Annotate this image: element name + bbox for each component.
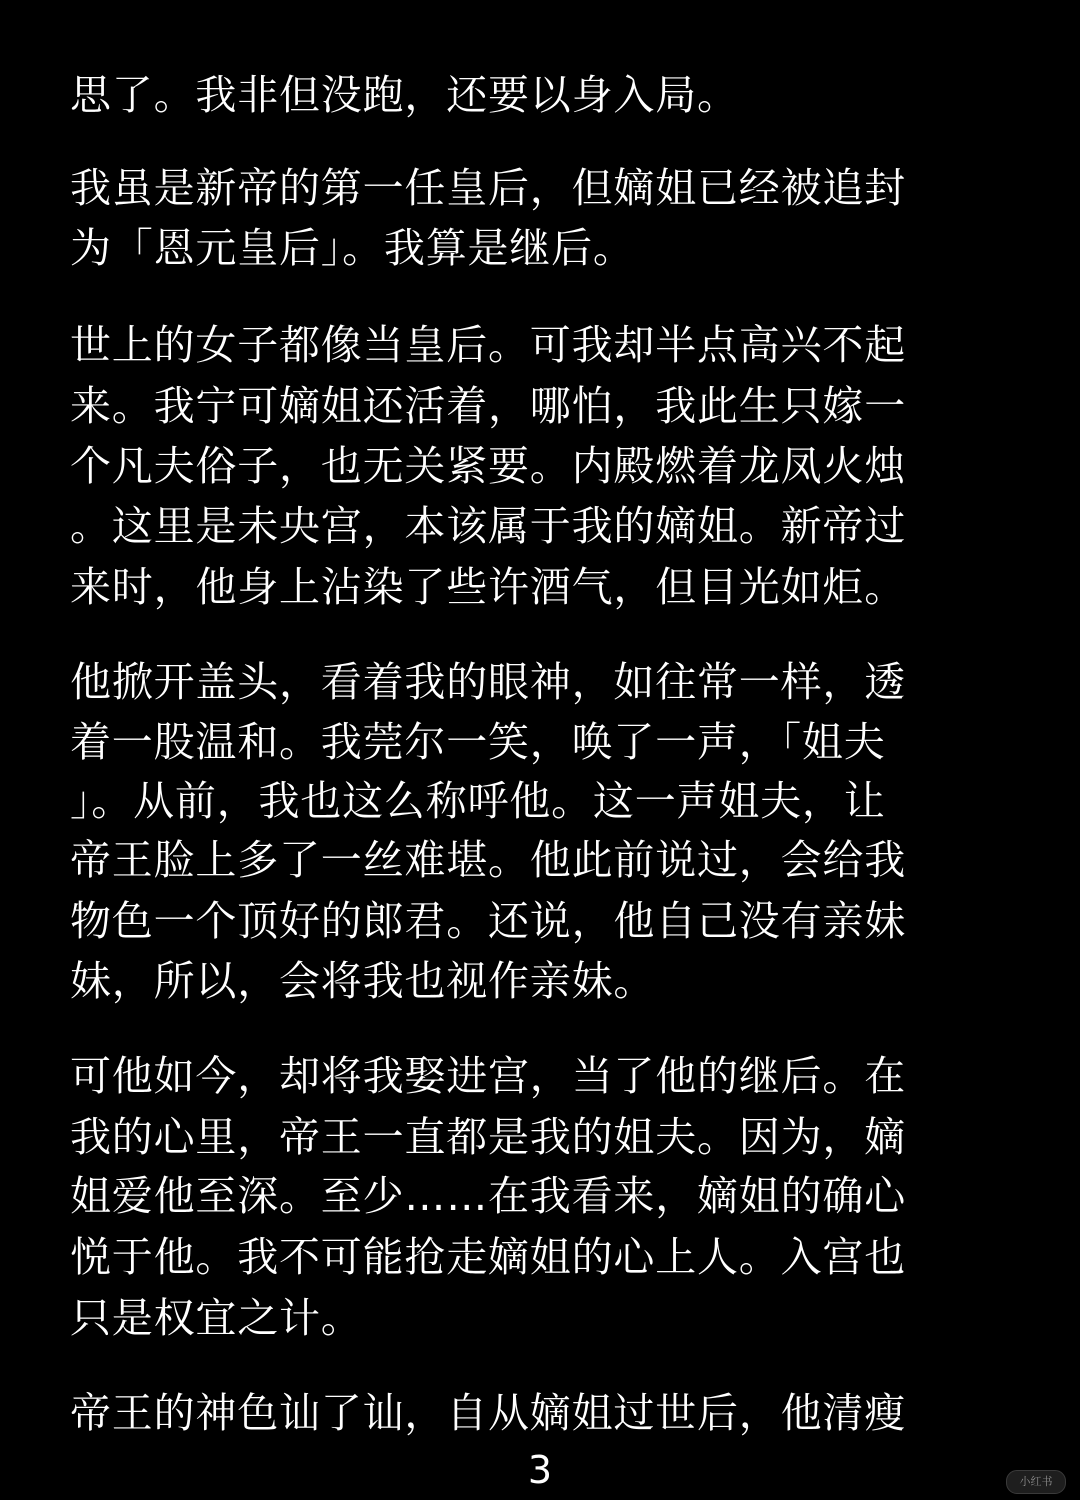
text-line: 来时，他身上沾染了些许酒气，但目光如炬。: [70, 563, 906, 611]
text-line: 帝王的神色讪了讪，自从嫡姐过世后，他清瘦: [70, 1389, 906, 1437]
text-line: 物色一个顶好的郎君。还说，他自己没有亲妹: [70, 897, 906, 945]
text-line: 只是权宜之计。: [70, 1294, 363, 1342]
text-line: 为「恩元皇后」。我算是继后。: [70, 224, 635, 272]
text-line: 。这里是未央宫，本该属于我的嫡姐。新帝过: [70, 502, 906, 550]
text-line: 个凡夫俗子，也无关紧要。内殿燃着龙凤火烛: [70, 442, 906, 490]
text-line: 悦于他。我不可能抢走嫡姐的心上人。入宫也: [70, 1233, 906, 1281]
text-line: 帝王脸上多了一丝难堪。他此前说过，会给我: [70, 836, 906, 884]
text-line: 世上的女子都像当皇后。可我却半点高兴不起: [70, 321, 906, 369]
text-line: 姐爱他至深。至少……在我看来，嫡姐的确心: [70, 1172, 906, 1220]
text-line: 着一股温和。我莞尔一笑，唤了一声，「姐夫: [70, 718, 886, 766]
text-line: 我的心里，帝王一直都是我的姐夫。因为，嫡: [70, 1113, 906, 1161]
text-line: 我虽是新帝的第一任皇后，但嫡姐已经被追封: [70, 164, 906, 212]
text-line: 思了。我非但没跑，还要以身入局。: [70, 71, 739, 119]
text-line: 来。我宁可嫡姐还活着，哪怕，我此生只嫁一: [70, 382, 906, 430]
page-number: 3: [527, 1448, 553, 1492]
text-line: 妹，所以，会将我也视作亲妹。: [70, 957, 656, 1005]
text-line: 」。从前，我也这么称呼他。这一声姐夫，让: [70, 777, 886, 825]
text-line: 可他如今，却将我娶进宫，当了他的继后。在: [70, 1052, 906, 1100]
watermark-logo: 小红书: [1006, 1470, 1066, 1494]
text-line: 他掀开盖头，看着我的眼神，如往常一样，透: [70, 658, 906, 706]
